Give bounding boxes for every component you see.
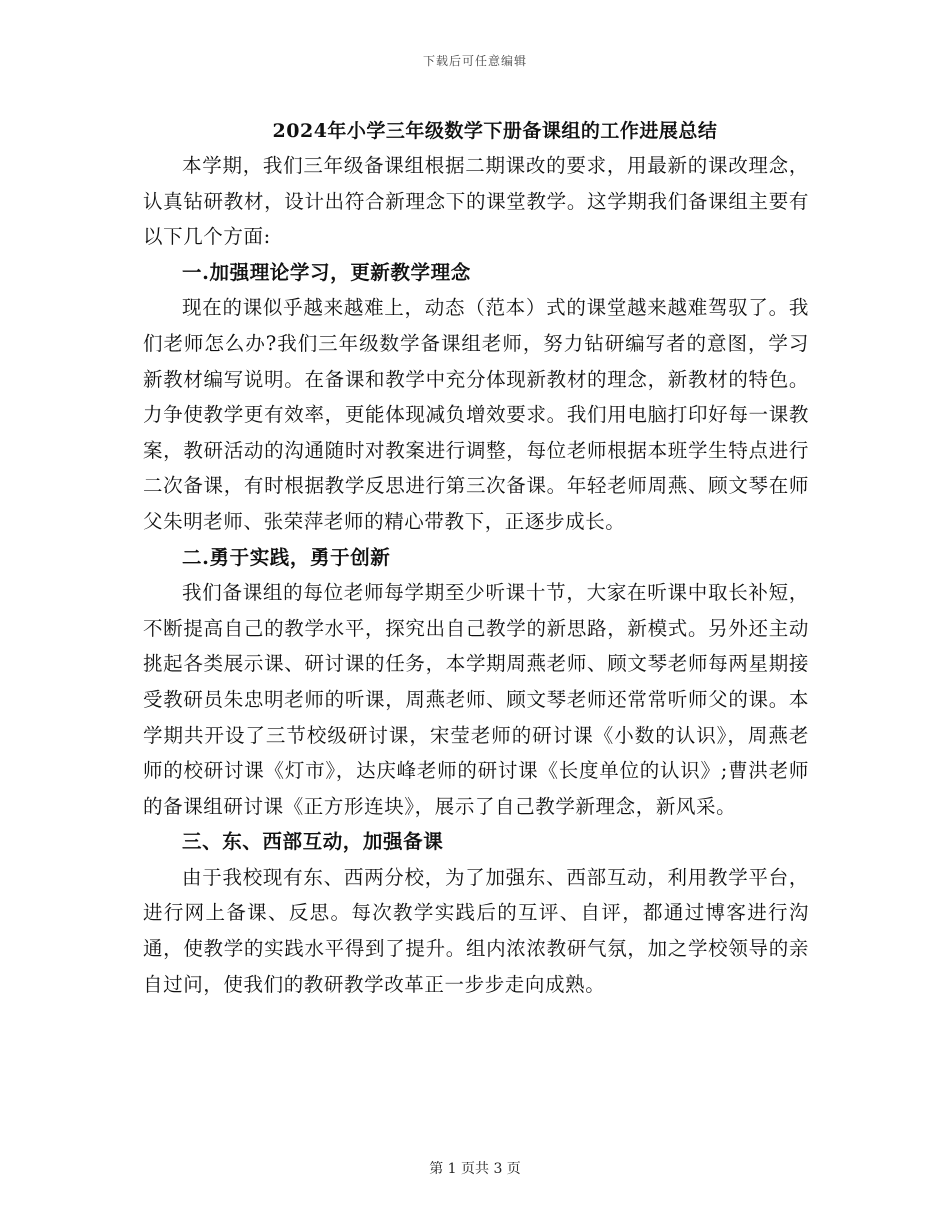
section-heading-2: 二.勇于实践，勇于创新 [182, 545, 391, 569]
page-header-note: 下载后可任意编辑 [422, 54, 527, 68]
section-body-3: 由于我校现有东、西两分校，为了加强东、西部互动，利用教学平台，进行网上备课、反思。每次教学实践后的互评、自评，都通过博客进行沟通，使教学的实践水平得到了提升。组内浓浓教研气氛，加之学校领导的亲自过问，使我们的教研教学改革正一步步走向成熟。 [143, 865, 809, 996]
document-title: 2024年小学三年级数学下册备课组的工作进展总结 [272, 120, 718, 142]
section-heading-3: 三、东、西部互动，加强备课 [182, 830, 444, 854]
document-body [143, 148, 809, 1002]
section-body-2: 我们备课组的每位老师每学期至少听课十节，大家在听课中取长补短，不断提高自己的教学水平，探究出自己教学的新思路，新模式。另外还主动挑起各类展示课、研讨课的任务，本学期周燕老师、顾文琴老师每两星期接受教研员朱忠明老师的听课，周燕老师、顾文琴老师还常常听师父的课。本学期共开设了三节校级研讨课，宋莹老师的研讨课《小数的认识》，周燕老师的校研讨课《灯市》，达庆峰老师的研讨课《长度单位的认识》;曹洪老师的备课组研讨课《正方形连块》，展示了自己教学新理念，新风采。 [143, 581, 809, 818]
section-heading-1: 一.加强理论学习，更新教学理念 [182, 260, 471, 284]
page-number: 第 1 页共 3 页 [429, 1161, 521, 1177]
intro-paragraph: 本学期，我们三年级备课组根据二期课改的要求，用最新的课改理念，认真钻研教材，设计出符合新理念下的课堂教学。这学期我们备课组主要有以下几个方面: [143, 154, 809, 249]
section-body-1: 现在的课似乎越来越难上，动态（范本）式的课堂越来越难驾驭了。我们老师怎么办?我们三年级数学备课组老师，努力钻研编写者的意图，学习新教材编写说明。在备课和教学中充分体现新教材的理念，新教材的特色。力争使教学更有效率，更能体现减负增效要求。我们用电脑打印好每一课教案，教研活动的沟通随时对教案进行调整，每位老师根据本班学生特点进行二次备课，有时根据教学反思进行第三次备课。年轻老师周燕、顾文琴在师父朱明老师、张荣萍老师的精心带教下，正逐步成长。 [143, 296, 809, 533]
